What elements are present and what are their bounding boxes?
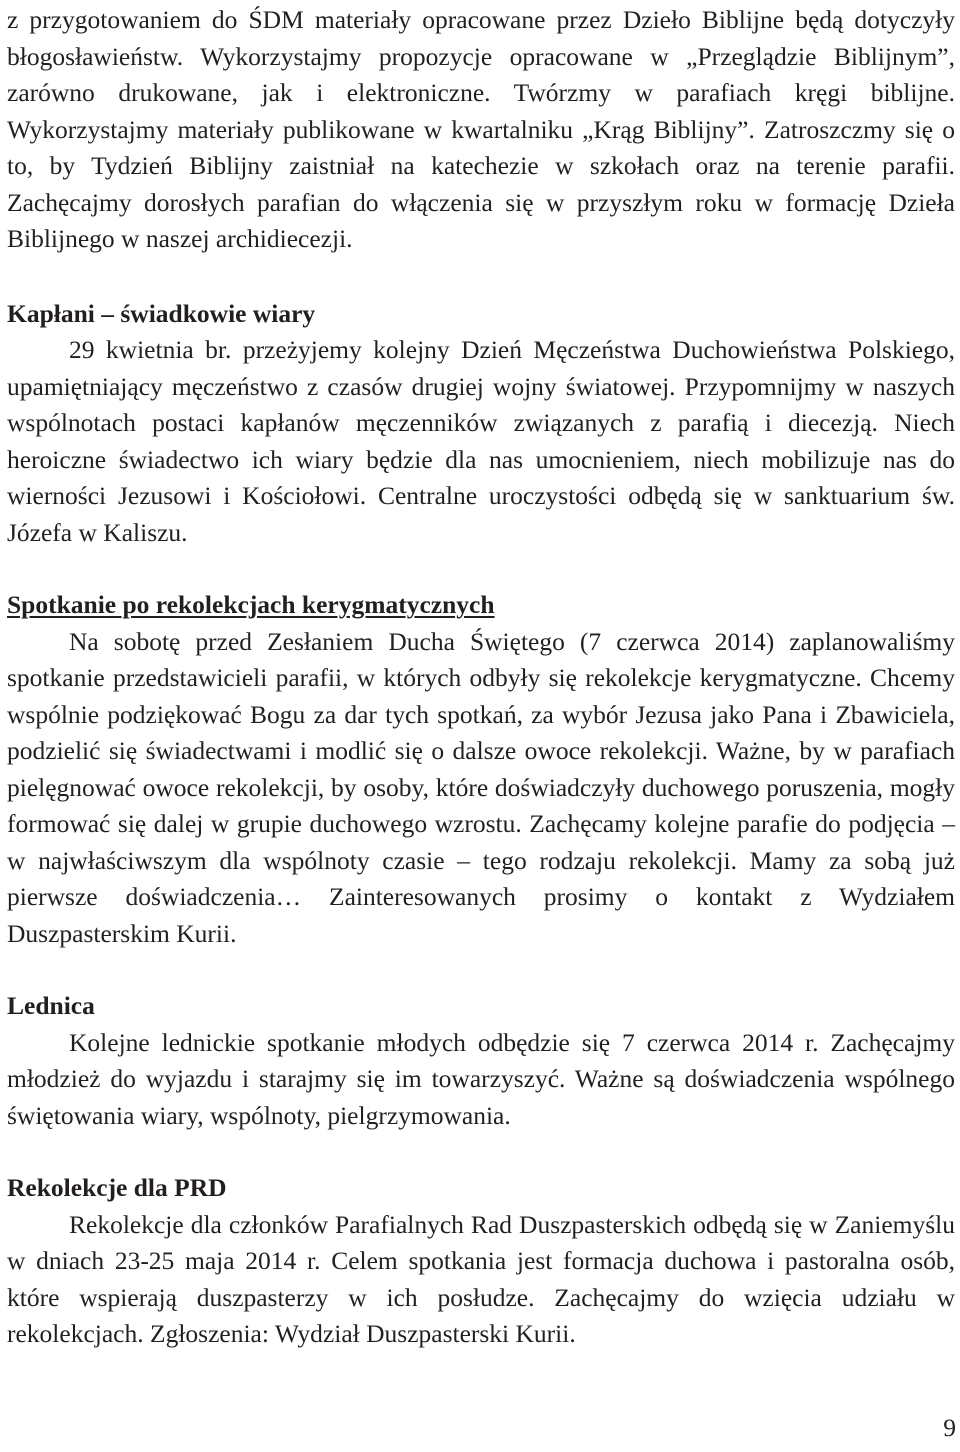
- section-spotkanie: [7, 587, 955, 952]
- section-body-spotkanie: Na sobotę przed Zesłaniem Ducha Świętego (7 czerwca 2014) zaplanowaliśmy spotkanie przedstawicieli parafii, w których odbyły się rekolekcje kerygmatyczne. Chcemy wspólnie podziękować Bogu za dar tych spotkań, za wybór Jezusa jako Pana i Zbawiciela, podzielić się świadectwami i modlić się o dalsze owoce rekolekcji. Ważne, by w parafiach pielęgnować owoce rekolekcji, by osoby, które doświadczyły duchowego poruszenia, mogły formować się dalej w grupie duchowego wzrostu. Zachęcamy kolejne parafie do podjęcia – w najwłaściwszym dla wspólnoty czasie – tego rodzaju rekolekcji. Mamy za sobą już pierwsze doświadczenia… Zainteresowanych prosimy o kontakt z Wydziałem Duszpasterskim Kurii.: [7, 626, 955, 948]
- section-heading-prd: Rekolekcje dla PRD: [7, 1173, 227, 1202]
- section-heading-kaplani: Kapłani – świadkowie wiary: [7, 298, 316, 328]
- section-heading-spotkanie: Spotkanie po rekolekcjach kerygmatycznych: [7, 590, 495, 619]
- section-body-lednica: Kolejne lednickie spotkanie młodych odbędzie się 7 czerwca 2014 r. Zachęcajmy młodzież do wyjazdu i starajmy się im towarzyszyć. Ważne są doświadczenia wspólnego świętowania wiary, wspólnoty, pielgrzymowania.: [7, 1027, 955, 1130]
- section-body-kaplani: 29 kwietnia br. przeżyjemy kolejny Dzień Męczeństwa Duchowieństwa Polskiego, upamiętniający męczeństwo z czasów drugiej wojny światowej. Przypomnijmy w naszych wspólnotach postaci kapłanów męczenników związanych z parafią i diecezją. Niech heroiczne świadectwo ich wiary będzie dla nas umocnieniem, niech mobilizuje nas do wierności Jezusowi i Kościołowi. Centralne uroczystości odbędą się w sanktuarium św. Józefa w Kaliszu.: [7, 335, 955, 547]
- page-number: 9: [943, 1413, 956, 1442]
- intro-paragraph: z przygotowaniem do ŚDM materiały opracowane przez Dzieło Biblijne będą dotyczyły błogosławieństw. Wykorzystajmy propozycje opracowane w „Przeglądzie Biblijnym”, zarówno drukowane, jak i elektroniczne. Twórzmy w parafiach kręgi biblijne. Wykorzystajmy materiały publikowane w kwartalniku „Krąg Biblijny”. Zatroszczmy się o to, by Tydzień Biblijny zaistniał na katechezie w szkołach oraz na terenie parafii. Zachęcajmy dorosłych parafian do włączenia się w przyszłym roku w formację Dzieła Biblijnego w naszej archidiecezji.: [7, 5, 955, 253]
- section-prd: [7, 1170, 955, 1353]
- section-lednica: [7, 988, 955, 1134]
- section-body-prd: Rekolekcje dla członków Parafialnych Rad Duszpasterskich odbędą się w Zaniemyślu w dniach 23-25 maja 2014 r. Celem spotkania jest formacja duchowa i pastoralna osób, które wspierają duszpasterzy w ich posłudze. Zachęcajmy do wzięcia udziału w rekolekcjach. Zgłoszenia: Wydział Duszpasterski Kurii.: [7, 1209, 955, 1348]
- section-heading-lednica: Lednica: [7, 991, 95, 1020]
- document-page: [7, 0, 955, 1353]
- section-kaplani: [7, 296, 955, 552]
